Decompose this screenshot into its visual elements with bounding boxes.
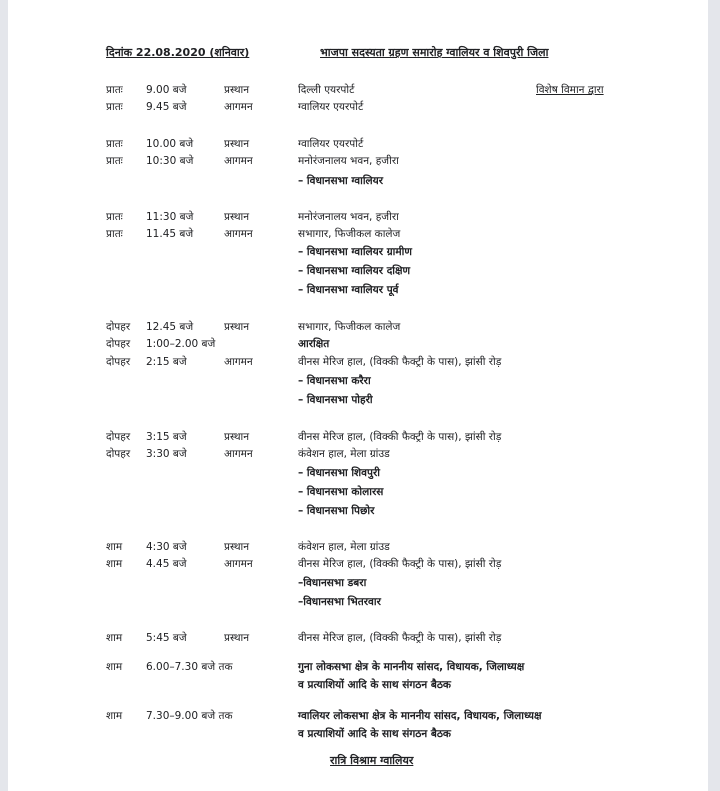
action: आगमन: [224, 448, 253, 460]
time: 10.00 बजे: [146, 138, 194, 150]
constituency-item: – विधानसभा करैरा: [298, 375, 371, 387]
meeting-text-line2: व प्रत्याशियों आदि के साथ संगठन बैठक: [298, 679, 451, 691]
action: प्रस्थान: [224, 431, 250, 443]
place: वीनस मेरिज हाल, (विक्की फैक्ट्री के पास), झांसी रोड़: [298, 431, 502, 443]
time: 2:15 बजे: [146, 356, 187, 368]
time: 3:30 बजे: [146, 448, 187, 460]
place: वीनस मेरिज हाल, (विक्की फैक्ट्री के पास), झांसी रोड़: [298, 356, 502, 368]
time: 10:30 बजे: [146, 155, 194, 167]
meeting-text: ग्वालियर लोकसभा क्षेत्र के माननीय सांसद, विधायक, जिलाध्यक्ष: [298, 710, 542, 722]
action: प्रस्थान: [224, 321, 250, 333]
action: प्रस्थान: [224, 211, 250, 223]
document-page: [8, 0, 708, 791]
time: 9.00 बजे: [146, 84, 187, 96]
time-of-day: दोपहर: [106, 431, 131, 443]
action: प्रस्थान: [224, 84, 250, 96]
action: प्रस्थान: [224, 632, 250, 644]
constituency-item: – विधानसभा पिछोर: [298, 505, 375, 517]
time: 9.45 बजे: [146, 101, 187, 113]
place: दिल्ली एयरपोर्ट: [298, 84, 355, 96]
time: 12.45 बजे: [146, 321, 194, 333]
place: मनोरंजनालय भवन, हजीरा: [298, 155, 399, 167]
time-of-day: प्रातः: [106, 155, 123, 167]
time-of-day: प्रातः: [106, 138, 123, 150]
meeting-text-line2: व प्रत्याशियों आदि के साथ संगठन बैठक: [298, 728, 451, 740]
time: 7.30–9.00 बजे तक: [146, 710, 233, 722]
place: कंवेशन हाल, मेला ग्रांउड: [298, 448, 390, 460]
place: सभागार, फिजीकल कालेज: [298, 321, 401, 333]
constituency-item: – विधानसभा ग्वालियर पूर्व: [298, 284, 399, 296]
meeting-text: गुना लोकसभा क्षेत्र के माननीय सांसद, विधायक, जिलाध्यक्ष: [298, 661, 525, 673]
time-of-day: प्रातः: [106, 211, 123, 223]
time: 1:00–2.00 बजे: [146, 338, 216, 350]
time: 4.45 बजे: [146, 558, 187, 570]
place: आरक्षित: [298, 338, 330, 350]
place: वीनस मेरिज हाल, (विक्की फैक्ट्री के पास), झांसी रोड़: [298, 632, 502, 644]
place: वीनस मेरिज हाल, (विक्की फैक्ट्री के पास), झांसी रोड़: [298, 558, 502, 570]
time-of-day: शाम: [106, 558, 123, 570]
place: मनोरंजनालय भवन, हजीरा: [298, 211, 399, 223]
time-of-day: शाम: [106, 661, 123, 673]
document-title: भाजपा सदस्यता ग्रहण समारोह ग्वालियर व शिवपुरी जिला: [320, 46, 549, 59]
action: आगमन: [224, 155, 253, 167]
time-of-day: प्रातः: [106, 101, 123, 113]
time: 6.00–7.30 बजे तक: [146, 661, 233, 673]
constituency-item: – विधानसभा कोलारस: [298, 486, 384, 498]
document-date: दिनांक 22.08.2020 (शनिवार): [106, 46, 250, 59]
place: ग्वालियर एयरपोर्ट: [298, 138, 364, 150]
place: सभागार, फिजीकल कालेज: [298, 228, 401, 240]
place: ग्वालियर एयरपोर्ट: [298, 101, 364, 113]
constituency-item: – विधानसभा ग्वालियर ग्रामीण: [298, 246, 412, 258]
constituency-item: –विधानसभा भितरवार: [298, 596, 381, 608]
constituency-item: – विधानसभा शिवपुरी: [298, 467, 380, 479]
time-of-day: दोपहर: [106, 356, 131, 368]
action: आगमन: [224, 356, 253, 368]
time: 11.45 बजे: [146, 228, 194, 240]
time-of-day: प्रातः: [106, 228, 123, 240]
constituency-item: – विधानसभा ग्वालियर दक्षिण: [298, 265, 411, 277]
constituency-item: –विधानसभा डबरा: [298, 577, 367, 589]
place: कंवेशन हाल, मेला ग्रांउड: [298, 541, 390, 553]
time-of-day: शाम: [106, 632, 123, 644]
time-of-day: शाम: [106, 541, 123, 553]
action: आगमन: [224, 558, 253, 570]
action: आगमन: [224, 228, 253, 240]
time-of-day: शाम: [106, 710, 123, 722]
travel-note: विशेष विमान द्वारा: [536, 84, 604, 96]
time-of-day: प्रातः: [106, 84, 123, 96]
action: प्रस्थान: [224, 541, 250, 553]
action: प्रस्थान: [224, 138, 250, 150]
time-of-day: दोपहर: [106, 338, 131, 350]
time: 5:45 बजे: [146, 632, 187, 644]
time: 11:30 बजे: [146, 211, 194, 223]
time: 4:30 बजे: [146, 541, 187, 553]
time: 3:15 बजे: [146, 431, 187, 443]
time-of-day: दोपहर: [106, 321, 131, 333]
action: आगमन: [224, 101, 253, 113]
constituency-item: – विधानसभा ग्वालियर: [298, 175, 384, 187]
night-stay-note: रात्रि विश्राम ग्वालियर: [330, 754, 414, 767]
constituency-item: – विधानसभा पोहरी: [298, 394, 373, 406]
time-of-day: दोपहर: [106, 448, 131, 460]
